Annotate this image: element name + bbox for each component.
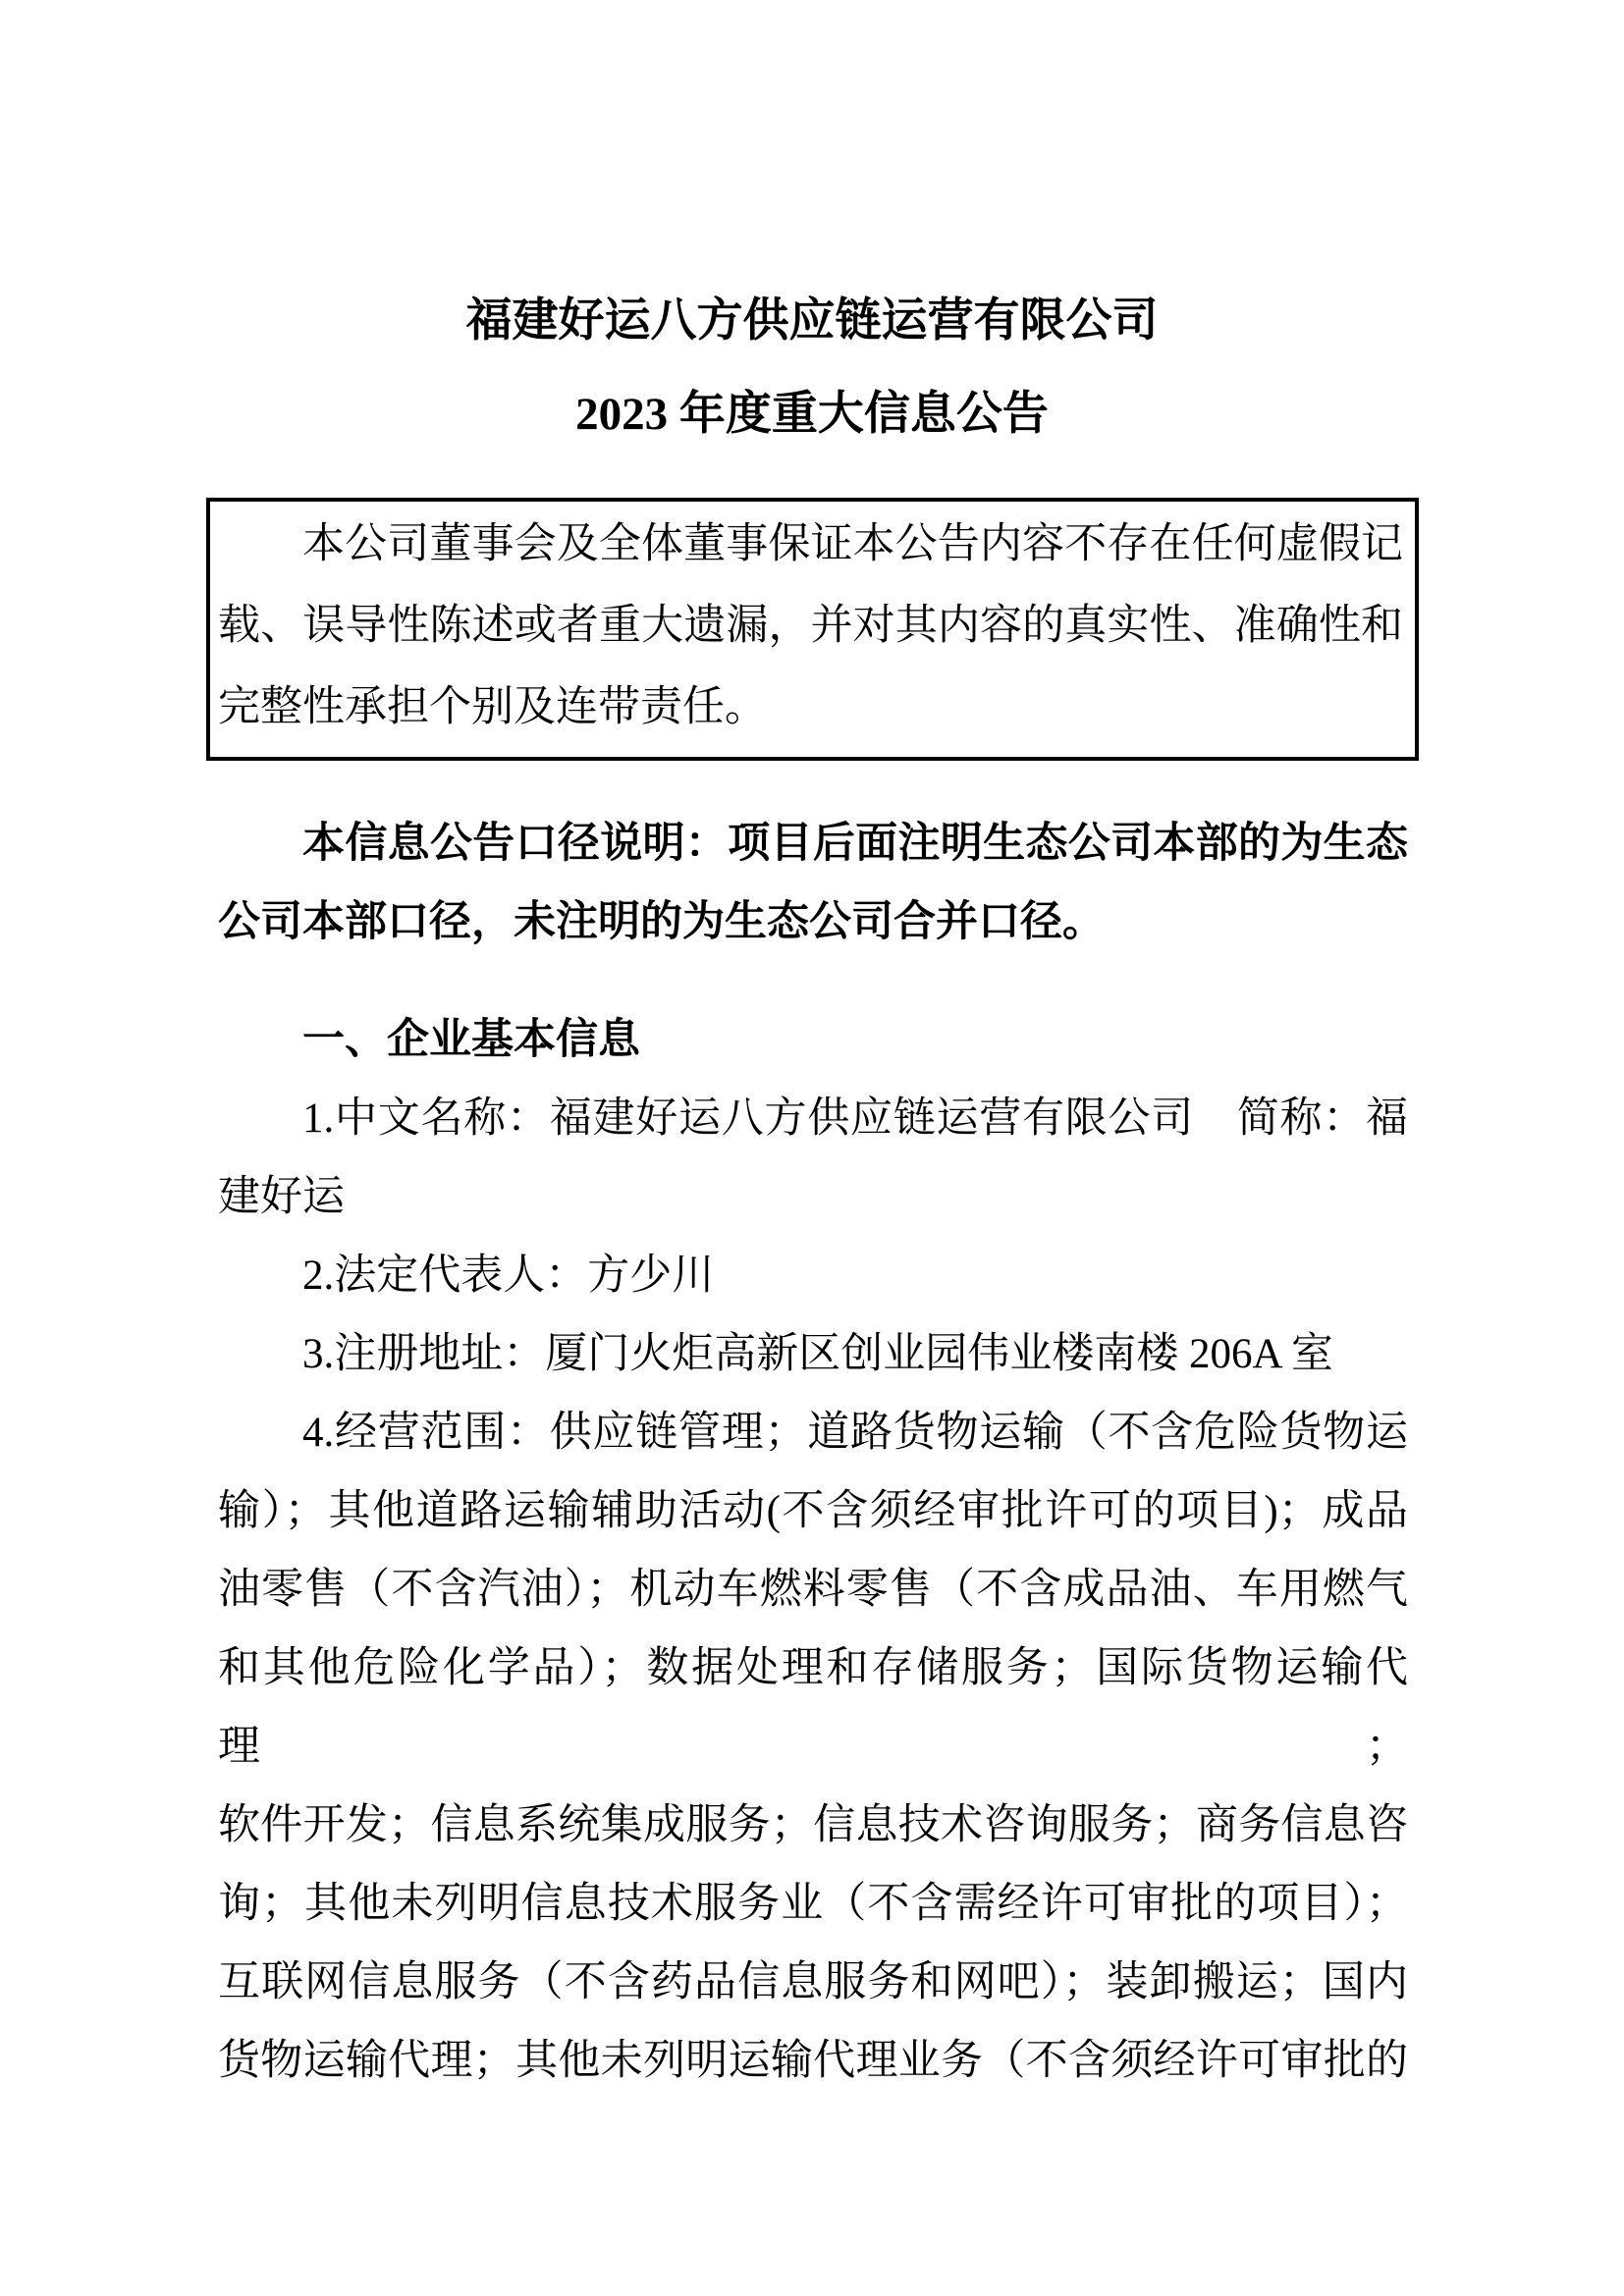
disclaimer-line: 完整性承担个别及连带责任。: [218, 684, 767, 730]
disclaimer-box: [206, 498, 1419, 761]
disclaimer-line: 载、误导性陈述或者重大遗漏，并对其内容的真实性、准确性和: [218, 603, 1403, 649]
document-subtitle: 2023 年度重大信息公告: [575, 389, 1049, 440]
item-registered-address-line: 3.注册地址：厦门火炬高新区创业园伟业楼南楼 206A 室: [302, 1331, 1333, 1377]
item-business-scope-line: 输）；其他道路运输辅助活动(不含须经审批许可的项目)；成品: [218, 1488, 1408, 1534]
document-title: 福建好运八方供应链运营有限公司: [465, 295, 1159, 347]
disclaimer-line: 本公司董事会及全体董事保证本公告内容不存在任何虚假记: [302, 521, 1403, 567]
item-chinese-name-line: 建好运: [218, 1174, 345, 1220]
caliber-note-line: 本信息公告口径说明：项目后面注明生态公司本部的为生态: [302, 821, 1408, 867]
item-business-scope-line: 油零售（不含汽油）；机动车燃料零售（不含成品油、车用燃气: [218, 1567, 1408, 1613]
item-business-scope-line: 软件开发；信息系统集成服务；信息技术咨询服务；商务信息咨: [218, 1802, 1408, 1848]
item-business-scope-line: 4.经营范围：供应链管理；道路货物运输（不含危险货物运: [302, 1410, 1408, 1456]
section-heading: 一、企业基本信息: [302, 1017, 640, 1063]
item-business-scope-line: 货物运输代理；其他未列明运输代理业务（不含须经许可审批的: [218, 2038, 1408, 2084]
item-legal-representative-line: 2.法定代表人：方少川: [302, 1253, 715, 1299]
document-body: [218, 805, 1408, 2101]
item-business-scope-line: 询；其他未列明信息技术服务业（不含需经许可审批的项目）；: [218, 1881, 1408, 1927]
item-business-scope-line: 互联网信息服务（不含药品信息服务和网吧）；装卸搬运；国内: [218, 1959, 1408, 2005]
item-chinese-name-line: 1.中文名称：福建好运八方供应链运营有限公司 简称：福: [302, 1095, 1408, 1142]
caliber-note-line: 公司本部口径，未注明的为生态公司合并口径。: [218, 899, 1105, 945]
item-business-scope-line: 和其他危险化学品）；数据处理和存储服务；国际货物运输代理；: [218, 1645, 1408, 1770]
